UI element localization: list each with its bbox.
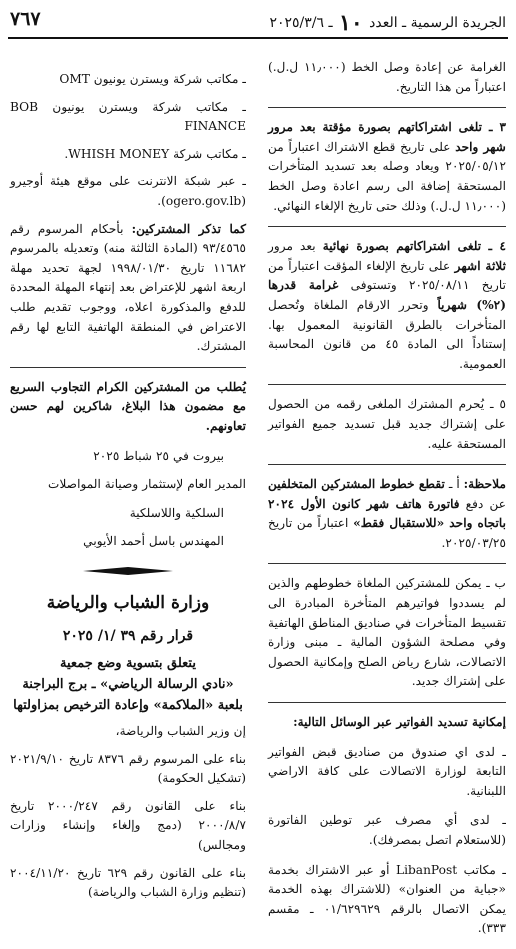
gazette-name: الجريدة الرسمية ـ العدد [369,15,506,31]
divider [268,226,506,227]
paragraph-fine: الغرامة عن إعادة وصل الخط (١١٫٠٠٠ ل.ل.) اعتباراً من هذا التاريخ. [268,60,506,94]
gazette-title [269,10,506,36]
divider [268,702,506,703]
paragraph-final-cancel: ٤ ـ تلغى اشتراكاتهم بصورة نهائية بعد مرور ثلاثة اشهر على تاريخ الإلغاء المؤقت اعتباراً من تاريخ ٢٠٢٥/٠٨/١١ وتستوفى غرامة قدرها (٢%) شهرياً وتحرر الارقام الملغاة وتُحصل المتأخرات بالطرق القانونية المعمول بها. إستناداً الى المادة ٤٥ من قانون المحاسبة العمومية. [268,239,506,371]
divider [268,384,506,385]
ornament-divider [10,566,246,576]
divider [268,107,506,108]
preamble-minister: إن وزير الشباب والرياضة، [115,724,246,739]
payment-option-bob: ـ مكاتب شركة ويسترن يونيون BOB FINANCE [10,99,246,134]
paragraph-installment: ب ـ يمكن للمشتركين الملغاة خطوطهم والذين لم يسددوا فواتيرهم المتأخرة المبادرة الى تقسيط المتأخرات في صناديق المناطق الهاتفية وفي مصلحة الشؤون المالية ـ مبنى وزارة الاتصالات، شارع رياض الصلح وإمكانية الحصول على إشتراك جديد. [268,576,506,689]
ornament-icon [83,566,173,576]
signature-title-1: المدير العام لإستثمار وصيانة المواصلات [47,477,246,492]
divider [268,563,506,564]
payment-option-libanpost: ـ مكاتب LibanPost أو عبر الاشتراك بخدمة «جباية من العنوان» (للاشتراك بهذه الخدمة يمكن الاتصال بالرقم ٠١/٦٢٩٦٢٩ ـ مقسم ٣٣٣). [268,862,507,936]
right-column [268,58,506,949]
decision-subject-line-2: «نادي الرسالة الرياضي» ـ برج البراجنة [22,677,234,693]
paragraph-note: ملاحظة: أ ـ تقطع خطوط المشتركين المتخلفين عن دفع فاتورة هاتف شهر كانون الأول ٢٠٢٤ باتجاه واحد «للاستقبال فقط» اعتباراً من تاريخ ٢٠٢٥/٠٣/٢٥. [268,477,506,550]
decision-subject [10,653,246,716]
preamble-law-247: بناء على القانون رقم ٢٠٠٠/٢٤٧ تاريخ ٢٠٠٠/٨/٧ (دمج وإلغاء وإنشاء وزارات ومجالس) [10,798,247,853]
payment-option-ogero: ـ عبر شبكة الانترنت على موقع هيئة أوجيرو (ogero.gov.lb). [10,174,246,208]
decision-subject-line-3: بلعبة «الملاكمة» وإعادة الترخيص بمزاولتها [13,698,243,714]
header-rule [8,37,508,39]
signature-name: المهندس باسل أحمد الأيوبي [83,534,224,549]
decision-preamble [10,722,246,903]
issue-date: ـ ٢٠٢٥/٣/٦ [269,15,333,31]
ministry-title: وزارة الشباب والرياضة [46,592,210,613]
signature-date: بيروت في ٢٥ شباط ٢٠٢٥ [93,448,224,463]
divider [268,464,506,465]
left-column [10,70,246,911]
preamble-decree: بناء على المرسوم رقم ٨٣٧٦ تاريخ ٢٠٢١/٩/١٠ (تشكيل الحكومة) [10,751,246,786]
page-header [0,0,516,40]
preamble-law-629: بناء على القانون رقم ٦٢٩ تاريخ ٢٠٠٤/١١/٢٠ (تنظيم وزارة الشباب والرياضة) [10,865,246,900]
payment-options-list [10,70,246,212]
paragraph-request: يُطلب من المشتركين الكرام التجاوب السريع مع مضمون هذا البلاغ، شاكرين لهم حسن تعاونهم. [10,379,246,433]
payment-option-cashbox: ـ لدى اي صندوق من صناديق قبض الفواتير التابعة لوزارة الاتصالات على كافة الاراضي اللبنانية. [268,744,506,798]
payment-option-omt: ـ مكاتب شركة ويسترن يونيون OMT [59,72,246,86]
signature-block [10,447,246,552]
paragraph-reminder: كما تذكر المشتركين: بأحكام المرسوم رقم ٩٣/٤٥٦٥ (المادة الثالثة منه) وتعديله بالمرسوم ١١٦٨٢ تاريخ ١٩٩٨/٠١/٣٠ لجهة تحديد مهلة اربعة اشهر للإعتراض بعد إنتهاء المهلة المحددة للدفع والمذكورة اعلاه، ووجوب تقديم طلب الاعتراض في المنطقة الهاتفية التابع لها رقم المشترك. [10,221,246,354]
paragraph-deprived: ٥ ـ يُحرم المشترك الملغى رقمه من الحصول على إشتراك جديد قبل تسديد جميع الفواتير المستحقة عليه. [268,397,506,451]
divider [10,367,246,368]
decision-subject-line-1: يتعلق بتسوية وضع جمعية [60,656,196,672]
paragraph-temporary-cancel: ٣ ـ تلغى اشتراكاتهم بصورة مؤقتة بعد مرور شهر واحد على تاريخ قطع الاشتراك اعتباراً من ٢٠٢٥/٠٥/١٢ ويعاد وصله بعد تسديد المتأخرات المستحقة إضافة الى رسم اعادة وصل الخط (١١٫٠٠٠ ل.ل.) وذلك حتى تاريخ الإلغاء النهائي. [268,120,506,213]
signature-title-2: السلكية واللاسلكية [129,505,224,520]
payment-option-bank: ـ لدى أي مصرف عبر توطين الفاتورة (للاستعلام اتصل بمصرفك). [268,813,506,847]
payment-heading: إمكانية تسديد الفواتير عبر الوسائل التالية: [293,715,506,730]
payment-option-whish: ـ مكاتب شركة WHISH MONEY. [64,146,246,161]
page-number: ٧٦٧ [10,8,41,30]
decision-number: قرار رقم ٣٩ /١/ ٢٠٢٥ [62,628,194,645]
issue-number: ١٠ [339,10,363,36]
